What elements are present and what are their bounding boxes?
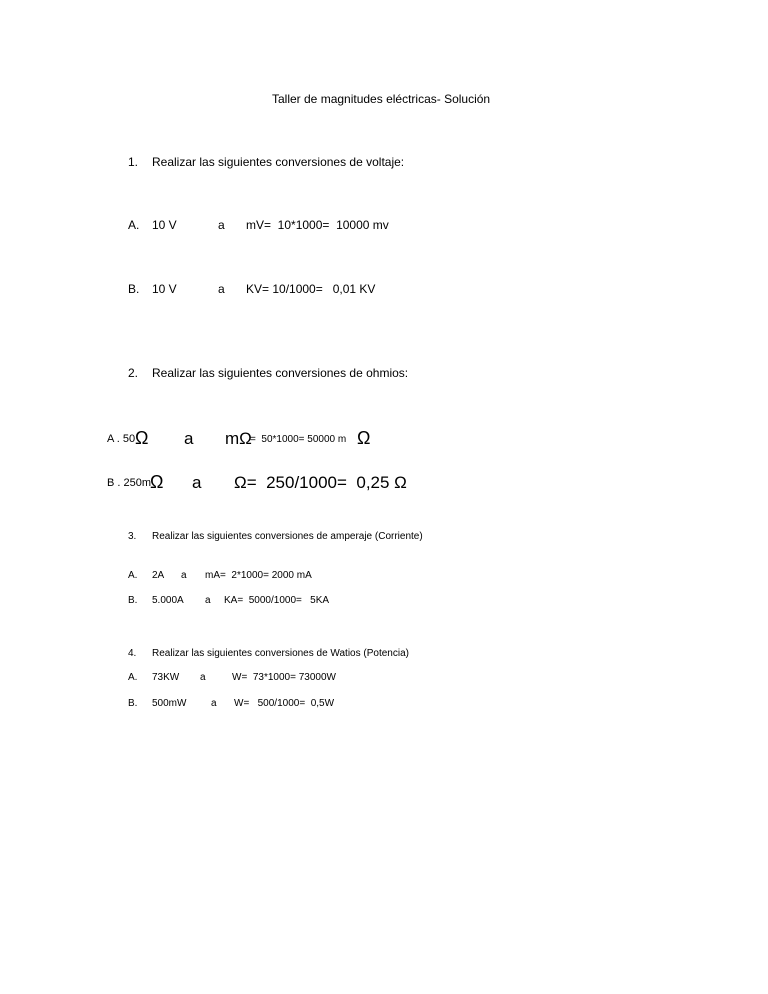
- q4-number: 4.: [128, 648, 137, 659]
- q1-a-result: mV= 10*1000= 10000 mv: [246, 218, 389, 232]
- q1-text: Realizar las siguientes conversiones de voltaje:: [152, 155, 405, 169]
- q3-b-result: KA= 5000/1000= 5KA: [224, 595, 330, 606]
- q1-b-connector: a: [218, 282, 225, 296]
- q2-a-unit: mΩ: [225, 429, 252, 448]
- q3-b-letter: B.: [128, 595, 138, 606]
- q3-a-value: 2A: [152, 570, 165, 581]
- q4-text: Realizar las siguientes conversiones de Watios (Potencia): [152, 648, 409, 659]
- q2-a-prefix: A . 50: [107, 433, 136, 445]
- q3-a-connector: a: [181, 570, 187, 581]
- q3-a-letter: A.: [128, 570, 138, 581]
- q2-a-calc: = 50*1000= 50000 m: [250, 434, 347, 445]
- q1-b-value: 10 V: [152, 282, 177, 296]
- q3-text: Realizar las siguientes conversiones de amperaje (Corriente): [152, 531, 423, 542]
- q2-a-omega-symbol: Ω: [135, 428, 149, 448]
- q4-b-connector: a: [211, 698, 217, 709]
- q1-a-value: 10 V: [152, 218, 177, 232]
- q4-a-result: W= 73*1000= 73000W: [232, 672, 336, 683]
- q2-a-omega-end: Ω: [357, 428, 371, 448]
- q2-b-connector: a: [192, 473, 202, 492]
- q2-b-omega-symbol: Ω: [150, 472, 164, 492]
- q1-a-letter: A.: [128, 218, 140, 232]
- q2-number: 2.: [128, 366, 139, 380]
- q2-text: Realizar las siguientes conversiones de ohmios:: [152, 366, 409, 380]
- q1-b-letter: B.: [128, 282, 140, 296]
- q4-b-value: 500mW: [152, 698, 187, 709]
- q1-a-connector: a: [218, 218, 225, 232]
- q4-a-connector: a: [200, 672, 206, 683]
- page-title: Taller de magnitudes eléctricas- Solución: [272, 92, 491, 106]
- q3-a-result: mA= 2*1000= 2000 mA: [205, 570, 312, 581]
- q3-b-value: 5.000A: [152, 595, 184, 606]
- q2-b-prefix: B . 250m: [107, 477, 152, 489]
- q4-a-value: 73KW: [152, 672, 180, 683]
- q4-b-letter: B.: [128, 698, 138, 709]
- q3-number: 3.: [128, 531, 137, 542]
- q3-b-connector: a: [205, 595, 211, 606]
- q1-b-result: KV= 10/1000= 0,01 KV: [246, 282, 376, 296]
- q1-number: 1.: [128, 155, 139, 169]
- q4-b-result: W= 500/1000= 0,5W: [234, 698, 335, 709]
- q2-a-connector: a: [184, 429, 194, 448]
- q2-b-calc: Ω= 250/1000= 0,25 Ω: [234, 473, 407, 492]
- q4-a-letter: A.: [128, 672, 138, 683]
